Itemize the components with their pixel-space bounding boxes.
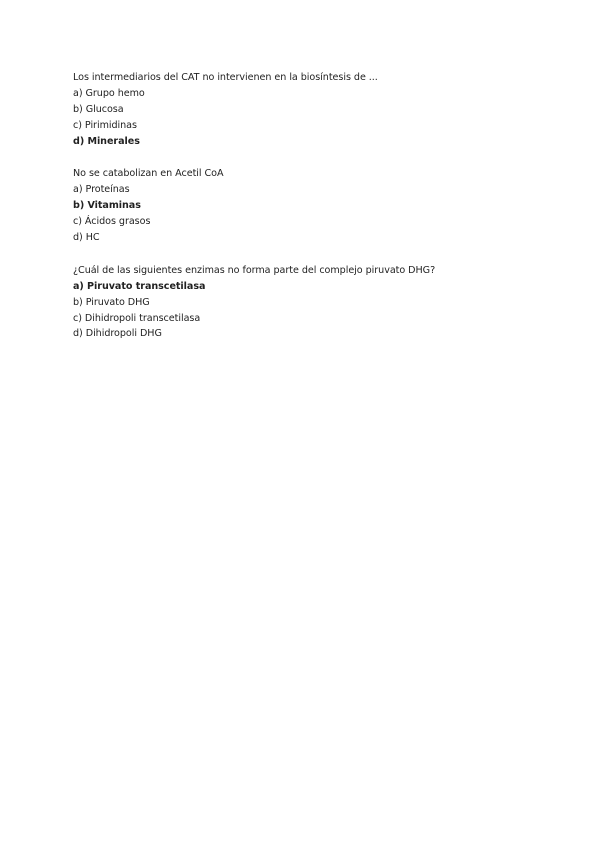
question-block-1 [73, 70, 553, 149]
answer-option: a) Grupo hemo [73, 87, 145, 99]
question-prompt: ¿Cuál de las siguientes enzimas no forma parte del complejo piruvato DHG? [73, 264, 436, 276]
question-block-2 [73, 166, 553, 245]
correct-answer-option: d) Minerales [73, 135, 140, 147]
answer-option: d) Dihidropoli DHG [73, 328, 162, 340]
answer-option: d) HC [73, 232, 100, 244]
question-prompt: No se catabolizan en Acetil CoA [73, 168, 224, 180]
answer-option: c) Pirimidinas [73, 119, 137, 131]
question-block-3 [73, 263, 553, 342]
correct-answer-option: a) Piruvato transcetilasa [73, 280, 206, 292]
answer-option: b) Piruvato DHG [73, 296, 150, 308]
quiz-content [73, 70, 553, 359]
answer-option: c) Dihidropoli transcetilasa [73, 312, 201, 324]
answer-option: a) Proteínas [73, 184, 130, 196]
correct-answer-option: b) Vitaminas [73, 200, 141, 212]
answer-option: b) Glucosa [73, 103, 124, 115]
answer-option: c) Ácidos grasos [73, 216, 151, 228]
question-prompt: Los intermediarios del CAT no intervienen en la biosíntesis de ... [73, 72, 378, 83]
